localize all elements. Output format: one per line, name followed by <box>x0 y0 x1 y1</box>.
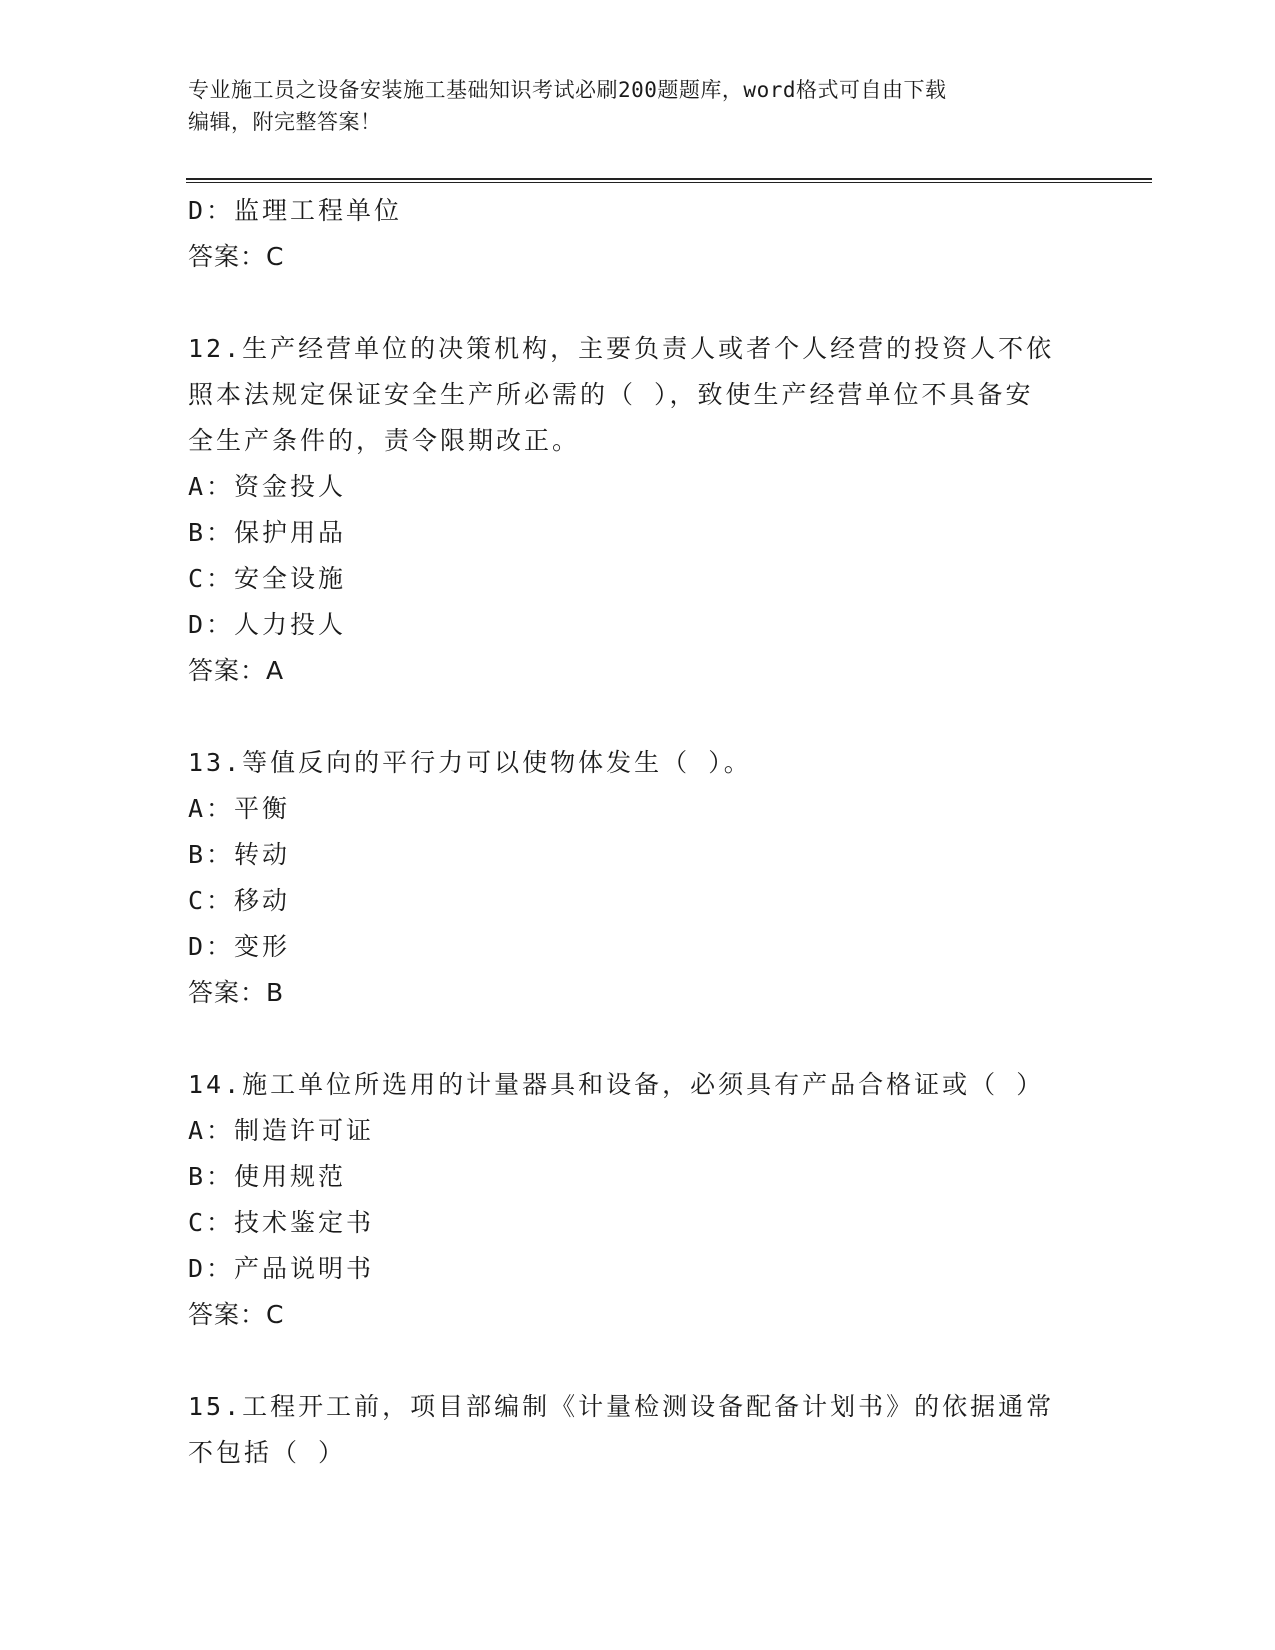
spacer <box>188 1338 1088 1384</box>
answer: 答案：C <box>188 242 285 271</box>
question-13 <box>188 740 1088 1016</box>
question-stem-line: 全生产条件的，责令限期改正。 <box>188 426 581 455</box>
option-b: B：转动 <box>188 840 291 869</box>
question-stem-line: 不包括（ ） <box>188 1438 347 1467</box>
spacer <box>188 280 1088 326</box>
question-stem-line: 照本法规定保证安全生产所必需的（ ），致使生产经营单位不具备安 <box>188 380 1034 409</box>
option-d: D：人力投人 <box>188 610 347 639</box>
option-a: A：平衡 <box>188 794 291 823</box>
option-d: D：产品说明书 <box>188 1254 375 1283</box>
option-c: C：技术鉴定书 <box>188 1208 375 1237</box>
option-c: C：移动 <box>188 886 291 915</box>
option-d: D：监理工程单位 <box>188 196 403 225</box>
page-header <box>188 74 1068 138</box>
question-stem-line: 13.等值反向的平行力可以使物体发生（ ）。 <box>188 748 752 777</box>
document-body <box>188 188 1088 1476</box>
option-d: D：变形 <box>188 932 291 961</box>
question-12 <box>188 326 1088 694</box>
option-a: A：制造许可证 <box>188 1116 375 1145</box>
header-line-2: 编辑，附完整答案！ <box>188 110 382 134</box>
option-a: A：资金投人 <box>188 472 347 501</box>
option-b: B：使用规范 <box>188 1162 347 1191</box>
question-stem-line: 14.施工单位所选用的计量器具和设备，必须具有产品合格证或（ ） <box>188 1070 1045 1099</box>
header-divider <box>186 178 1152 183</box>
question-14 <box>188 1062 1088 1338</box>
answer: 答案：B <box>188 978 285 1007</box>
option-c: C：安全设施 <box>188 564 347 593</box>
question-15 <box>188 1384 1088 1476</box>
option-b: B：保护用品 <box>188 518 347 547</box>
spacer <box>188 694 1088 740</box>
question-stem-line: 15.工程开工前，项目部编制《计量检测设备配备计划书》的依据通常 <box>188 1392 1055 1421</box>
question-stem-line: 12.生产经营单位的决策机构，主要负责人或者个人经营的投资人不依 <box>188 334 1055 363</box>
spacer <box>188 1016 1088 1062</box>
answer: 答案：A <box>188 656 285 685</box>
header-line-1: 专业施工员之设备安装施工基础知识考试必刷200题题库，word格式可自由下载 <box>188 78 947 102</box>
answer: 答案：C <box>188 1300 285 1329</box>
